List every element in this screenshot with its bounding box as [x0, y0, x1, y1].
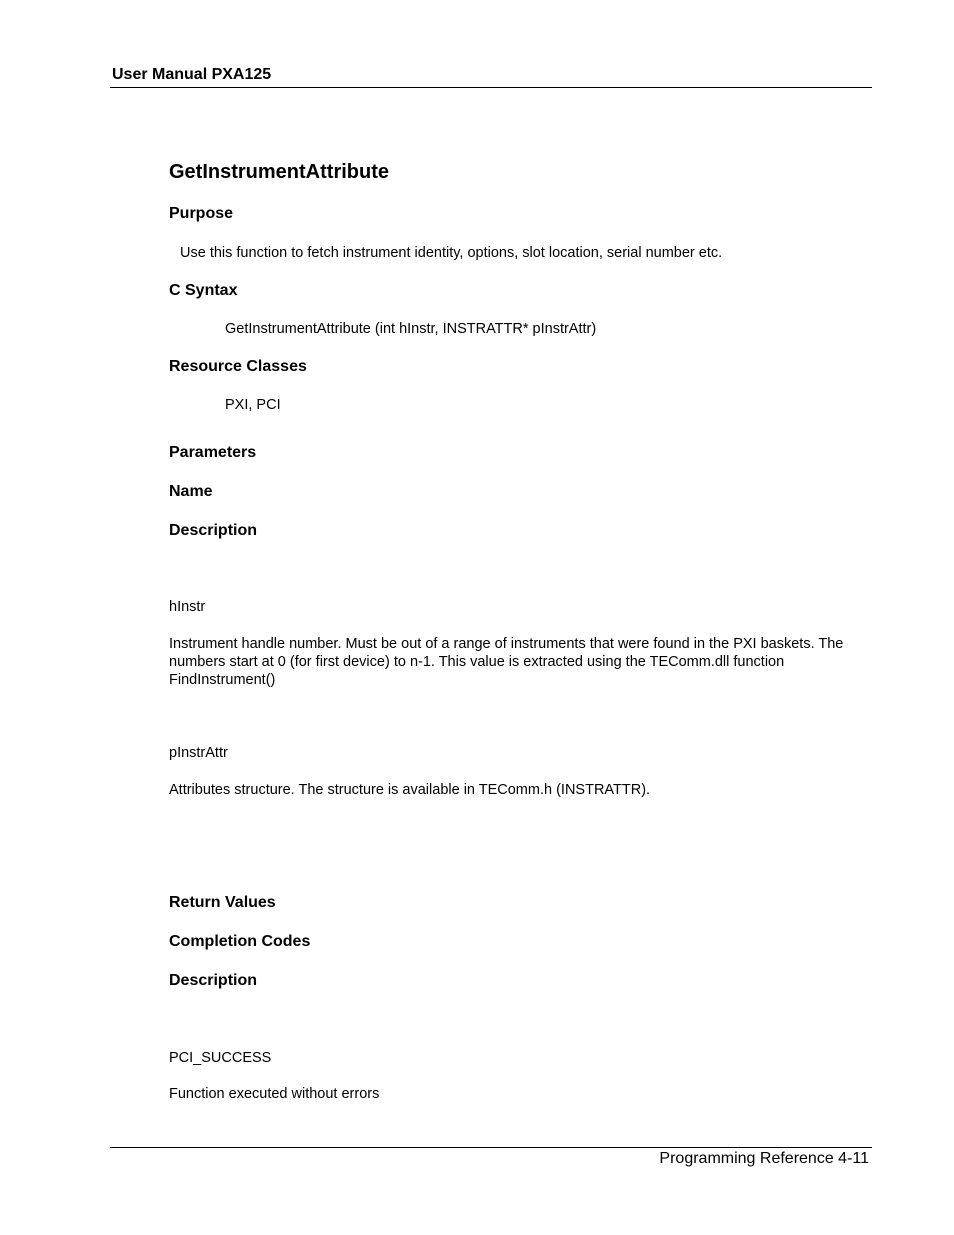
- parameter-name: hInstr: [169, 599, 206, 615]
- syntax-text: GetInstrumentAttribute (int hInstr, INSTRATTR* pInstrAttr): [225, 321, 597, 337]
- footer-rule: [110, 1147, 872, 1148]
- syntax-heading: C Syntax: [169, 282, 238, 299]
- parameters-heading: Parameters: [169, 444, 257, 461]
- resource-classes-heading: Resource Classes: [169, 358, 307, 375]
- running-footer-page-label: Programming Reference 4-11: [659, 1150, 869, 1167]
- running-header-title: User Manual PXA125: [112, 66, 272, 83]
- purpose-text: Use this function to fetch instrument identity, options, slot location, serial number etc.: [180, 245, 723, 261]
- return-description-column-heading: Description: [169, 972, 258, 989]
- header-rule: [110, 87, 872, 88]
- purpose-heading: Purpose: [169, 205, 234, 222]
- completion-codes-column-heading: Completion Codes: [169, 933, 311, 950]
- parameters-name-column-heading: Name: [169, 483, 213, 500]
- resource-classes-text: PXI, PCI: [225, 397, 281, 413]
- completion-code: PCI_SUCCESS: [169, 1050, 272, 1066]
- parameter-description: Attributes structure. The structure is available in TEComm.h (INSTRATTR).: [169, 782, 651, 798]
- parameters-description-column-heading: Description: [169, 522, 258, 539]
- return-values-heading: Return Values: [169, 894, 276, 911]
- completion-code-description: Function executed without errors: [169, 1086, 380, 1102]
- parameter-description: Instrument handle number. Must be out of a range of instruments that were found in the PXI baskets. The numbers start at 0 (for first device) to n-1. This value is extracted using the TEComm.dll function FindInstrument(): [169, 636, 844, 688]
- parameter-name: pInstrAttr: [169, 745, 228, 761]
- section-title: GetInstrumentAttribute: [169, 161, 389, 183]
